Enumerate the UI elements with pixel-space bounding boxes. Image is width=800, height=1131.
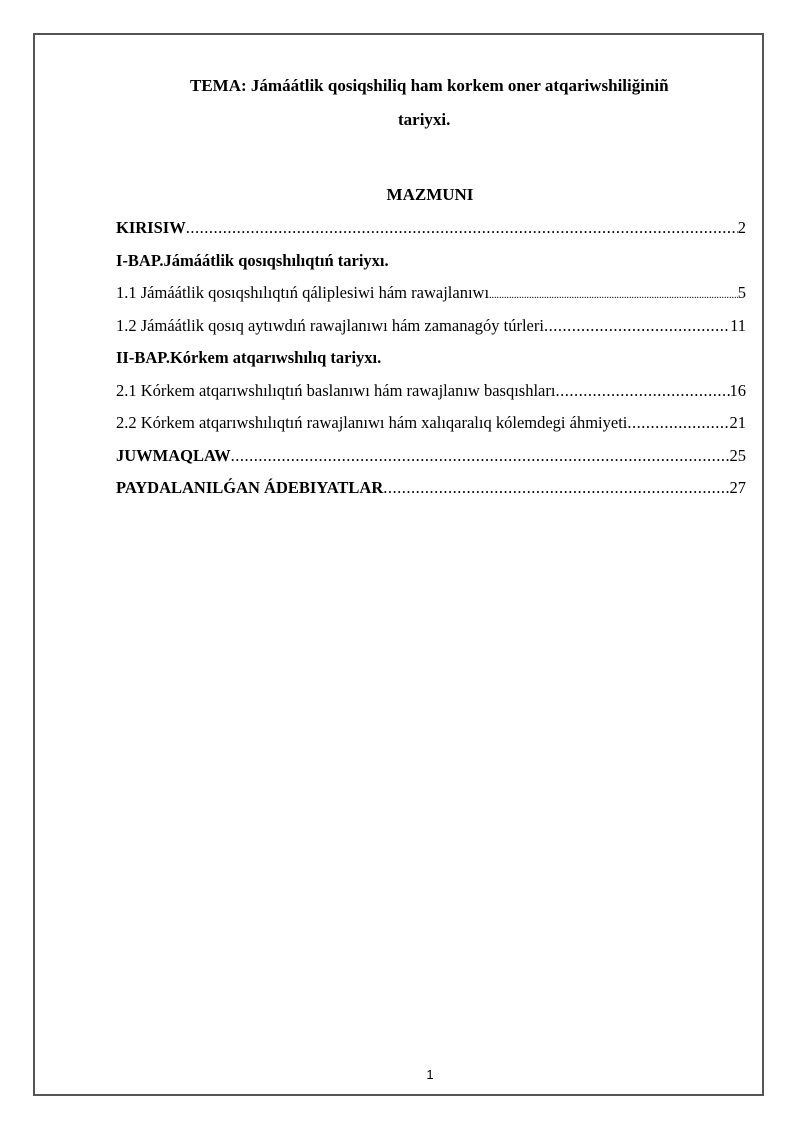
toc-entry-page: 27 xyxy=(729,478,746,497)
toc-entry-2-2[interactable] xyxy=(116,411,746,444)
toc-entry-page: 16 xyxy=(729,380,746,400)
toc-leader-dots xyxy=(555,379,729,403)
toc-leader-dots xyxy=(383,476,729,500)
toc-entry-label: 2.2 Kórkem atqarıwshılıqtıń rawajlanıwı hám xalıqaralıq kólemdegi áhmiyeti xyxy=(116,413,628,432)
toc-entry-label: 1.1 Jámáátlik qosıqshılıqtıń qáliplesiwi hám rawajlanıwı xyxy=(116,283,490,302)
toc-entry-label: 2.1 Kórkem atqarıwshılıqtıń baslanıwı hám rawajlanıw basqıshları xyxy=(116,380,556,400)
table-of-contents xyxy=(116,216,746,509)
toc-entry-label: II-BAP.Kórkem atqarıwshılıq tariyxı. xyxy=(116,348,382,367)
toc-entry-juwmaqlaw[interactable] xyxy=(116,444,746,477)
toc-entry-label: 1.2 Jámáátlik qosıq aytıwdıń rawajlanıwı hám zamanagóy túrleri xyxy=(116,315,544,335)
toc-entry-page: 21 xyxy=(729,413,746,432)
toc-entry-references[interactable] xyxy=(116,476,746,509)
toc-entry-kirisiw[interactable] xyxy=(116,216,746,249)
toc-entry-page: 5 xyxy=(737,283,746,302)
toc-chapter-2-heading[interactable] xyxy=(116,346,746,379)
toc-entry-page: 11 xyxy=(730,315,746,335)
toc-leader-dots xyxy=(544,314,730,338)
toc-heading: MAZMUNI xyxy=(386,185,474,204)
toc-entry-label: KIRISIW xyxy=(116,218,186,237)
toc-entry-2-1[interactable] xyxy=(116,379,746,412)
toc-entry-label: PAYDALANILǴAN ÁDEBIYATLAR xyxy=(116,478,384,497)
toc-leader-dots xyxy=(231,444,730,468)
document-title-line-1: TEMA: Jámáátlik qosiqshiliq ham korkem oner atqariwshiliğiniñ xyxy=(190,76,669,95)
toc-entry-page: 2 xyxy=(737,218,746,237)
toc-entry-label: I-BAP.Jámáátlik qosıqshılıqtıń tariyxı. xyxy=(116,250,389,270)
toc-entry-page: 25 xyxy=(729,445,746,465)
toc-leader-dots xyxy=(186,216,738,240)
toc-leader-dots xyxy=(627,411,729,435)
toc-entry-label: JUWMAQLAW xyxy=(116,445,231,465)
toc-entry-1-2[interactable] xyxy=(116,314,746,347)
page-number: 1 xyxy=(426,1067,434,1082)
toc-leader-dots xyxy=(489,284,738,308)
document-title-line-2: tariyxi. xyxy=(398,110,451,129)
toc-entry-1-1[interactable] xyxy=(116,281,746,314)
toc-chapter-1-heading[interactable] xyxy=(116,249,746,282)
